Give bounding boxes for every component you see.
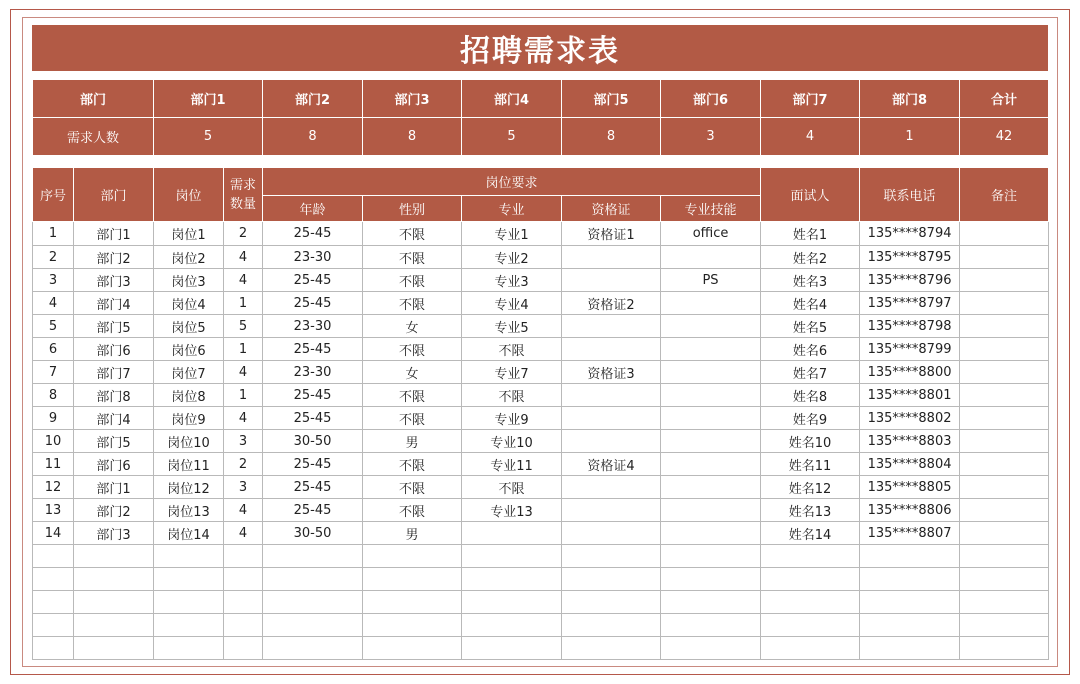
cell-age[interactable]: 25-45 xyxy=(263,384,363,407)
summary-dept-cell[interactable]: 部门8 xyxy=(860,80,960,118)
cell-interviewer[interactable]: 姓名13 xyxy=(761,499,860,522)
header-cert[interactable]: 资格证 xyxy=(562,196,661,222)
cell-cert[interactable] xyxy=(562,384,661,407)
cell-seq[interactable]: 8 xyxy=(33,384,74,407)
table-row xyxy=(33,614,1049,637)
cell-phone[interactable] xyxy=(860,614,960,637)
table-row xyxy=(33,292,1049,315)
cell-dept[interactable]: 部门7 xyxy=(74,361,154,384)
table-row xyxy=(33,315,1049,338)
cell-dept[interactable]: 部门8 xyxy=(74,384,154,407)
table-row xyxy=(33,522,1049,545)
cell-post[interactable]: 岗位13 xyxy=(154,499,224,522)
cell-major[interactable]: 专业13 xyxy=(462,499,562,522)
cell-age[interactable]: 23-30 xyxy=(263,315,363,338)
cell-qty[interactable] xyxy=(224,591,263,614)
cell-skill[interactable] xyxy=(661,407,761,430)
cell-major[interactable] xyxy=(462,522,562,545)
detail-table xyxy=(32,167,1049,660)
cell-phone[interactable]: 135****8802 xyxy=(860,407,960,430)
cell-age[interactable]: 23-30 xyxy=(263,246,363,269)
cell-note[interactable] xyxy=(960,269,1049,292)
cell-interviewer[interactable]: 姓名11 xyxy=(761,453,860,476)
cell-phone[interactable]: 135****8801 xyxy=(860,384,960,407)
cell-age[interactable]: 23-30 xyxy=(263,361,363,384)
cell-cert[interactable] xyxy=(562,269,661,292)
header-note[interactable]: 备注 xyxy=(960,168,1049,222)
cell-note[interactable] xyxy=(960,315,1049,338)
page-title: 招聘需求表 xyxy=(32,25,1048,71)
cell-age[interactable]: 25-45 xyxy=(263,269,363,292)
cell-dept[interactable]: 部门2 xyxy=(74,499,154,522)
cell-interviewer[interactable]: 姓名10 xyxy=(761,430,860,453)
cell-gender[interactable]: 不限 xyxy=(363,292,462,315)
table-row xyxy=(33,338,1049,361)
summary-total-label[interactable]: 合计 xyxy=(960,80,1049,118)
cell-age[interactable] xyxy=(263,568,363,591)
table-row xyxy=(33,499,1049,522)
cell-phone[interactable] xyxy=(860,637,960,660)
cell-phone[interactable] xyxy=(860,545,960,568)
cell-gender[interactable] xyxy=(363,545,462,568)
cell-major[interactable] xyxy=(462,591,562,614)
cell-qty[interactable]: 1 xyxy=(224,292,263,315)
cell-major[interactable] xyxy=(462,545,562,568)
cell-phone[interactable]: 135****8806 xyxy=(860,499,960,522)
cell-age[interactable] xyxy=(263,637,363,660)
cell-skill[interactable] xyxy=(661,591,761,614)
cell-age[interactable] xyxy=(263,614,363,637)
cell-age[interactable]: 30-50 xyxy=(263,522,363,545)
table-row xyxy=(33,222,1049,246)
summary-count-label[interactable]: 需求人数 xyxy=(33,118,154,156)
cell-cert[interactable] xyxy=(562,614,661,637)
summary-count-cell[interactable]: 5 xyxy=(462,118,562,156)
cell-dept[interactable]: 部门6 xyxy=(74,453,154,476)
cell-dept[interactable]: 部门1 xyxy=(74,476,154,499)
cell-major[interactable]: 专业7 xyxy=(462,361,562,384)
cell-skill[interactable] xyxy=(661,361,761,384)
cell-note[interactable] xyxy=(960,338,1049,361)
header-skill[interactable]: 专业技能 xyxy=(661,196,761,222)
cell-dept[interactable]: 部门6 xyxy=(74,338,154,361)
cell-note[interactable] xyxy=(960,430,1049,453)
cell-seq[interactable]: 10 xyxy=(33,430,74,453)
summary-header-label[interactable]: 部门 xyxy=(33,80,154,118)
cell-major[interactable] xyxy=(462,568,562,591)
header-post[interactable]: 岗位 xyxy=(154,168,224,222)
cell-cert[interactable] xyxy=(562,338,661,361)
cell-skill[interactable]: office xyxy=(661,222,761,246)
cell-phone[interactable]: 135****8807 xyxy=(860,522,960,545)
cell-dept[interactable] xyxy=(74,568,154,591)
cell-qty[interactable]: 3 xyxy=(224,430,263,453)
cell-skill[interactable] xyxy=(661,499,761,522)
cell-age[interactable]: 25-45 xyxy=(263,499,363,522)
cell-seq[interactable] xyxy=(33,614,74,637)
cell-gender[interactable]: 不限 xyxy=(363,384,462,407)
cell-qty[interactable]: 1 xyxy=(224,338,263,361)
summary-table xyxy=(32,79,1049,156)
cell-age[interactable]: 25-45 xyxy=(263,338,363,361)
cell-post[interactable]: 岗位12 xyxy=(154,476,224,499)
cell-post[interactable]: 岗位9 xyxy=(154,407,224,430)
cell-post[interactable]: 岗位11 xyxy=(154,453,224,476)
cell-interviewer[interactable]: 姓名5 xyxy=(761,315,860,338)
cell-dept[interactable]: 部门1 xyxy=(74,222,154,246)
cell-seq[interactable]: 5 xyxy=(33,315,74,338)
cell-gender[interactable]: 不限 xyxy=(363,407,462,430)
cell-seq[interactable]: 3 xyxy=(33,269,74,292)
cell-gender[interactable]: 女 xyxy=(363,315,462,338)
cell-note[interactable] xyxy=(960,453,1049,476)
summary-dept-cell[interactable]: 部门2 xyxy=(263,80,363,118)
cell-interviewer[interactable]: 姓名3 xyxy=(761,269,860,292)
cell-major[interactable] xyxy=(462,614,562,637)
cell-cert[interactable] xyxy=(562,499,661,522)
cell-skill[interactable] xyxy=(661,338,761,361)
cell-gender[interactable] xyxy=(363,568,462,591)
cell-note[interactable] xyxy=(960,407,1049,430)
cell-cert[interactable]: 资格证3 xyxy=(562,361,661,384)
cell-cert[interactable] xyxy=(562,315,661,338)
cell-post[interactable] xyxy=(154,545,224,568)
table-row xyxy=(33,430,1049,453)
cell-dept[interactable]: 部门5 xyxy=(74,315,154,338)
cell-post[interactable]: 岗位4 xyxy=(154,292,224,315)
cell-major[interactable]: 专业1 xyxy=(462,222,562,246)
cell-post[interactable]: 岗位6 xyxy=(154,338,224,361)
summary-count-cell[interactable]: 8 xyxy=(562,118,661,156)
cell-interviewer[interactable]: 姓名4 xyxy=(761,292,860,315)
cell-dept[interactable]: 部门5 xyxy=(74,430,154,453)
cell-seq[interactable]: 14 xyxy=(33,522,74,545)
cell-gender[interactable]: 不限 xyxy=(363,222,462,246)
summary-dept-cell[interactable]: 部门1 xyxy=(154,80,263,118)
cell-phone[interactable]: 135****8803 xyxy=(860,430,960,453)
cell-phone[interactable]: 135****8798 xyxy=(860,315,960,338)
cell-cert[interactable] xyxy=(562,591,661,614)
cell-cert[interactable] xyxy=(562,522,661,545)
cell-qty[interactable]: 5 xyxy=(224,315,263,338)
cell-qty[interactable] xyxy=(224,545,263,568)
header-requirements[interactable]: 岗位要求 xyxy=(263,168,761,196)
cell-post[interactable]: 岗位14 xyxy=(154,522,224,545)
cell-post[interactable]: 岗位7 xyxy=(154,361,224,384)
cell-interviewer[interactable]: 姓名7 xyxy=(761,361,860,384)
table-row xyxy=(33,246,1049,269)
cell-seq[interactable]: 11 xyxy=(33,453,74,476)
header-seq[interactable]: 序号 xyxy=(33,168,74,222)
cell-dept[interactable] xyxy=(74,614,154,637)
cell-gender[interactable]: 不限 xyxy=(363,246,462,269)
cell-seq[interactable]: 2 xyxy=(33,246,74,269)
cell-gender[interactable] xyxy=(363,637,462,660)
cell-note[interactable] xyxy=(960,614,1049,637)
cell-post[interactable] xyxy=(154,568,224,591)
cell-interviewer[interactable]: 姓名6 xyxy=(761,338,860,361)
cell-note[interactable] xyxy=(960,384,1049,407)
summary-count-row xyxy=(33,118,1049,156)
cell-cert[interactable]: 资格证4 xyxy=(562,453,661,476)
cell-cert[interactable]: 资格证1 xyxy=(562,222,661,246)
cell-interviewer[interactable]: 姓名14 xyxy=(761,522,860,545)
cell-skill[interactable] xyxy=(661,246,761,269)
cell-interviewer[interactable] xyxy=(761,614,860,637)
header-dept[interactable]: 部门 xyxy=(74,168,154,222)
table-row xyxy=(33,591,1049,614)
cell-age[interactable]: 25-45 xyxy=(263,453,363,476)
cell-skill[interactable] xyxy=(661,614,761,637)
cell-gender[interactable] xyxy=(363,614,462,637)
cell-major[interactable]: 专业4 xyxy=(462,292,562,315)
summary-total-value[interactable]: 42 xyxy=(960,118,1049,156)
cell-qty[interactable] xyxy=(224,568,263,591)
cell-skill[interactable] xyxy=(661,545,761,568)
cell-dept[interactable]: 部门4 xyxy=(74,292,154,315)
cell-seq[interactable] xyxy=(33,568,74,591)
cell-cert[interactable]: 资格证2 xyxy=(562,292,661,315)
summary-count-cell[interactable]: 8 xyxy=(263,118,363,156)
detail-header-row-1 xyxy=(33,168,1049,196)
cell-post[interactable] xyxy=(154,637,224,660)
cell-interviewer[interactable]: 姓名1 xyxy=(761,222,860,246)
cell-phone[interactable]: 135****8794 xyxy=(860,222,960,246)
header-phone[interactable]: 联系电话 xyxy=(860,168,960,222)
cell-skill[interactable] xyxy=(661,292,761,315)
cell-dept[interactable] xyxy=(74,591,154,614)
cell-age[interactable]: 25-45 xyxy=(263,292,363,315)
cell-note[interactable] xyxy=(960,522,1049,545)
cell-cert[interactable] xyxy=(562,637,661,660)
cell-gender[interactable]: 不限 xyxy=(363,338,462,361)
cell-gender[interactable]: 不限 xyxy=(363,453,462,476)
cell-dept[interactable]: 部门4 xyxy=(74,407,154,430)
cell-phone[interactable]: 135****8799 xyxy=(860,338,960,361)
summary-count-cell[interactable]: 4 xyxy=(761,118,860,156)
cell-major[interactable]: 不限 xyxy=(462,476,562,499)
cell-interviewer[interactable] xyxy=(761,591,860,614)
cell-interviewer[interactable] xyxy=(761,568,860,591)
cell-age[interactable]: 25-45 xyxy=(263,222,363,246)
summary-dept-cell[interactable]: 部门5 xyxy=(562,80,661,118)
cell-gender[interactable]: 男 xyxy=(363,522,462,545)
cell-qty[interactable] xyxy=(224,637,263,660)
cell-skill[interactable] xyxy=(661,453,761,476)
cell-seq[interactable] xyxy=(33,637,74,660)
cell-major[interactable]: 不限 xyxy=(462,384,562,407)
cell-skill[interactable]: PS xyxy=(661,269,761,292)
summary-count-cell[interactable]: 3 xyxy=(661,118,761,156)
cell-dept[interactable] xyxy=(74,637,154,660)
cell-gender[interactable]: 不限 xyxy=(363,476,462,499)
cell-post[interactable]: 岗位10 xyxy=(154,430,224,453)
cell-age[interactable] xyxy=(263,545,363,568)
cell-skill[interactable] xyxy=(661,384,761,407)
cell-major[interactable]: 不限 xyxy=(462,338,562,361)
cell-qty[interactable]: 4 xyxy=(224,269,263,292)
cell-cert[interactable] xyxy=(562,476,661,499)
cell-qty[interactable]: 4 xyxy=(224,361,263,384)
cell-phone[interactable]: 135****8796 xyxy=(860,269,960,292)
cell-qty[interactable]: 4 xyxy=(224,499,263,522)
table-row xyxy=(33,568,1049,591)
cell-major[interactable]: 专业9 xyxy=(462,407,562,430)
table-row xyxy=(33,476,1049,499)
cell-major[interactable]: 专业2 xyxy=(462,246,562,269)
cell-cert[interactable] xyxy=(562,246,661,269)
summary-count-cell[interactable]: 8 xyxy=(363,118,462,156)
cell-seq[interactable]: 9 xyxy=(33,407,74,430)
header-interviewer[interactable]: 面试人 xyxy=(761,168,860,222)
cell-note[interactable] xyxy=(960,545,1049,568)
cell-major[interactable]: 专业3 xyxy=(462,269,562,292)
cell-major[interactable]: 专业10 xyxy=(462,430,562,453)
cell-dept[interactable]: 部门3 xyxy=(74,522,154,545)
cell-interviewer[interactable]: 姓名2 xyxy=(761,246,860,269)
cell-note[interactable] xyxy=(960,637,1049,660)
cell-interviewer[interactable]: 姓名9 xyxy=(761,407,860,430)
cell-age[interactable]: 30-50 xyxy=(263,430,363,453)
cell-note[interactable] xyxy=(960,361,1049,384)
cell-phone[interactable]: 135****8805 xyxy=(860,476,960,499)
cell-note[interactable] xyxy=(960,292,1049,315)
cell-seq[interactable]: 4 xyxy=(33,292,74,315)
cell-qty[interactable]: 4 xyxy=(224,407,263,430)
cell-dept[interactable]: 部门2 xyxy=(74,246,154,269)
cell-note[interactable] xyxy=(960,246,1049,269)
cell-phone[interactable]: 135****8800 xyxy=(860,361,960,384)
cell-note[interactable] xyxy=(960,568,1049,591)
cell-phone[interactable] xyxy=(860,568,960,591)
cell-post[interactable]: 岗位1 xyxy=(154,222,224,246)
cell-qty[interactable]: 4 xyxy=(224,522,263,545)
cell-qty[interactable]: 2 xyxy=(224,222,263,246)
cell-seq[interactable]: 12 xyxy=(33,476,74,499)
cell-gender[interactable]: 不限 xyxy=(363,499,462,522)
summary-dept-cell[interactable]: 部门4 xyxy=(462,80,562,118)
cell-interviewer[interactable] xyxy=(761,637,860,660)
header-gender[interactable]: 性别 xyxy=(363,196,462,222)
table-row xyxy=(33,545,1049,568)
cell-age[interactable]: 25-45 xyxy=(263,476,363,499)
cell-seq[interactable]: 13 xyxy=(33,499,74,522)
cell-cert[interactable] xyxy=(562,545,661,568)
cell-major[interactable]: 专业11 xyxy=(462,453,562,476)
summary-count-cell[interactable]: 1 xyxy=(860,118,960,156)
cell-post[interactable] xyxy=(154,614,224,637)
cell-cert[interactable] xyxy=(562,407,661,430)
cell-phone[interactable]: 135****8804 xyxy=(860,453,960,476)
cell-skill[interactable] xyxy=(661,476,761,499)
cell-post[interactable]: 岗位5 xyxy=(154,315,224,338)
header-age[interactable]: 年龄 xyxy=(263,196,363,222)
summary-dept-cell[interactable]: 部门6 xyxy=(661,80,761,118)
cell-dept[interactable] xyxy=(74,545,154,568)
detail-body xyxy=(33,222,1049,660)
summary-count-cell[interactable]: 5 xyxy=(154,118,263,156)
table-row xyxy=(33,407,1049,430)
cell-cert[interactable] xyxy=(562,430,661,453)
cell-gender[interactable]: 不限 xyxy=(363,269,462,292)
cell-note[interactable] xyxy=(960,476,1049,499)
cell-gender[interactable]: 女 xyxy=(363,361,462,384)
cell-phone[interactable]: 135****8795 xyxy=(860,246,960,269)
cell-skill[interactable] xyxy=(661,315,761,338)
cell-gender[interactable]: 男 xyxy=(363,430,462,453)
cell-age[interactable]: 25-45 xyxy=(263,407,363,430)
cell-seq[interactable] xyxy=(33,545,74,568)
cell-note[interactable] xyxy=(960,591,1049,614)
cell-post[interactable]: 岗位2 xyxy=(154,246,224,269)
table-row xyxy=(33,384,1049,407)
cell-major[interactable]: 专业5 xyxy=(462,315,562,338)
cell-note[interactable] xyxy=(960,222,1049,246)
cell-gender[interactable] xyxy=(363,591,462,614)
cell-post[interactable]: 岗位8 xyxy=(154,384,224,407)
cell-phone[interactable] xyxy=(860,591,960,614)
table-row xyxy=(33,453,1049,476)
summary-dept-cell[interactable]: 部门3 xyxy=(363,80,462,118)
table-row xyxy=(33,361,1049,384)
cell-phone[interactable]: 135****8797 xyxy=(860,292,960,315)
header-major[interactable]: 专业 xyxy=(462,196,562,222)
summary-header-row xyxy=(33,80,1049,118)
cell-age[interactable] xyxy=(263,591,363,614)
header-qty[interactable]: 需求数量 xyxy=(224,168,263,222)
cell-post[interactable]: 岗位3 xyxy=(154,269,224,292)
cell-skill[interactable] xyxy=(661,637,761,660)
cell-seq[interactable] xyxy=(33,591,74,614)
cell-interviewer[interactable]: 姓名12 xyxy=(761,476,860,499)
cell-skill[interactable] xyxy=(661,430,761,453)
cell-cert[interactable] xyxy=(562,568,661,591)
cell-skill[interactable] xyxy=(661,568,761,591)
cell-interviewer[interactable] xyxy=(761,545,860,568)
cell-seq[interactable]: 7 xyxy=(33,361,74,384)
cell-qty[interactable]: 3 xyxy=(224,476,263,499)
cell-qty[interactable]: 2 xyxy=(224,453,263,476)
summary-dept-cell[interactable]: 部门7 xyxy=(761,80,860,118)
table-row xyxy=(33,269,1049,292)
cell-seq[interactable]: 6 xyxy=(33,338,74,361)
cell-qty[interactable]: 4 xyxy=(224,246,263,269)
cell-seq[interactable]: 1 xyxy=(33,222,74,246)
cell-dept[interactable]: 部门3 xyxy=(74,269,154,292)
cell-interviewer[interactable]: 姓名8 xyxy=(761,384,860,407)
cell-post[interactable] xyxy=(154,591,224,614)
table-row xyxy=(33,637,1049,660)
cell-qty[interactable] xyxy=(224,614,263,637)
cell-qty[interactable]: 1 xyxy=(224,384,263,407)
cell-major[interactable] xyxy=(462,637,562,660)
cell-skill[interactable] xyxy=(661,522,761,545)
cell-note[interactable] xyxy=(960,499,1049,522)
